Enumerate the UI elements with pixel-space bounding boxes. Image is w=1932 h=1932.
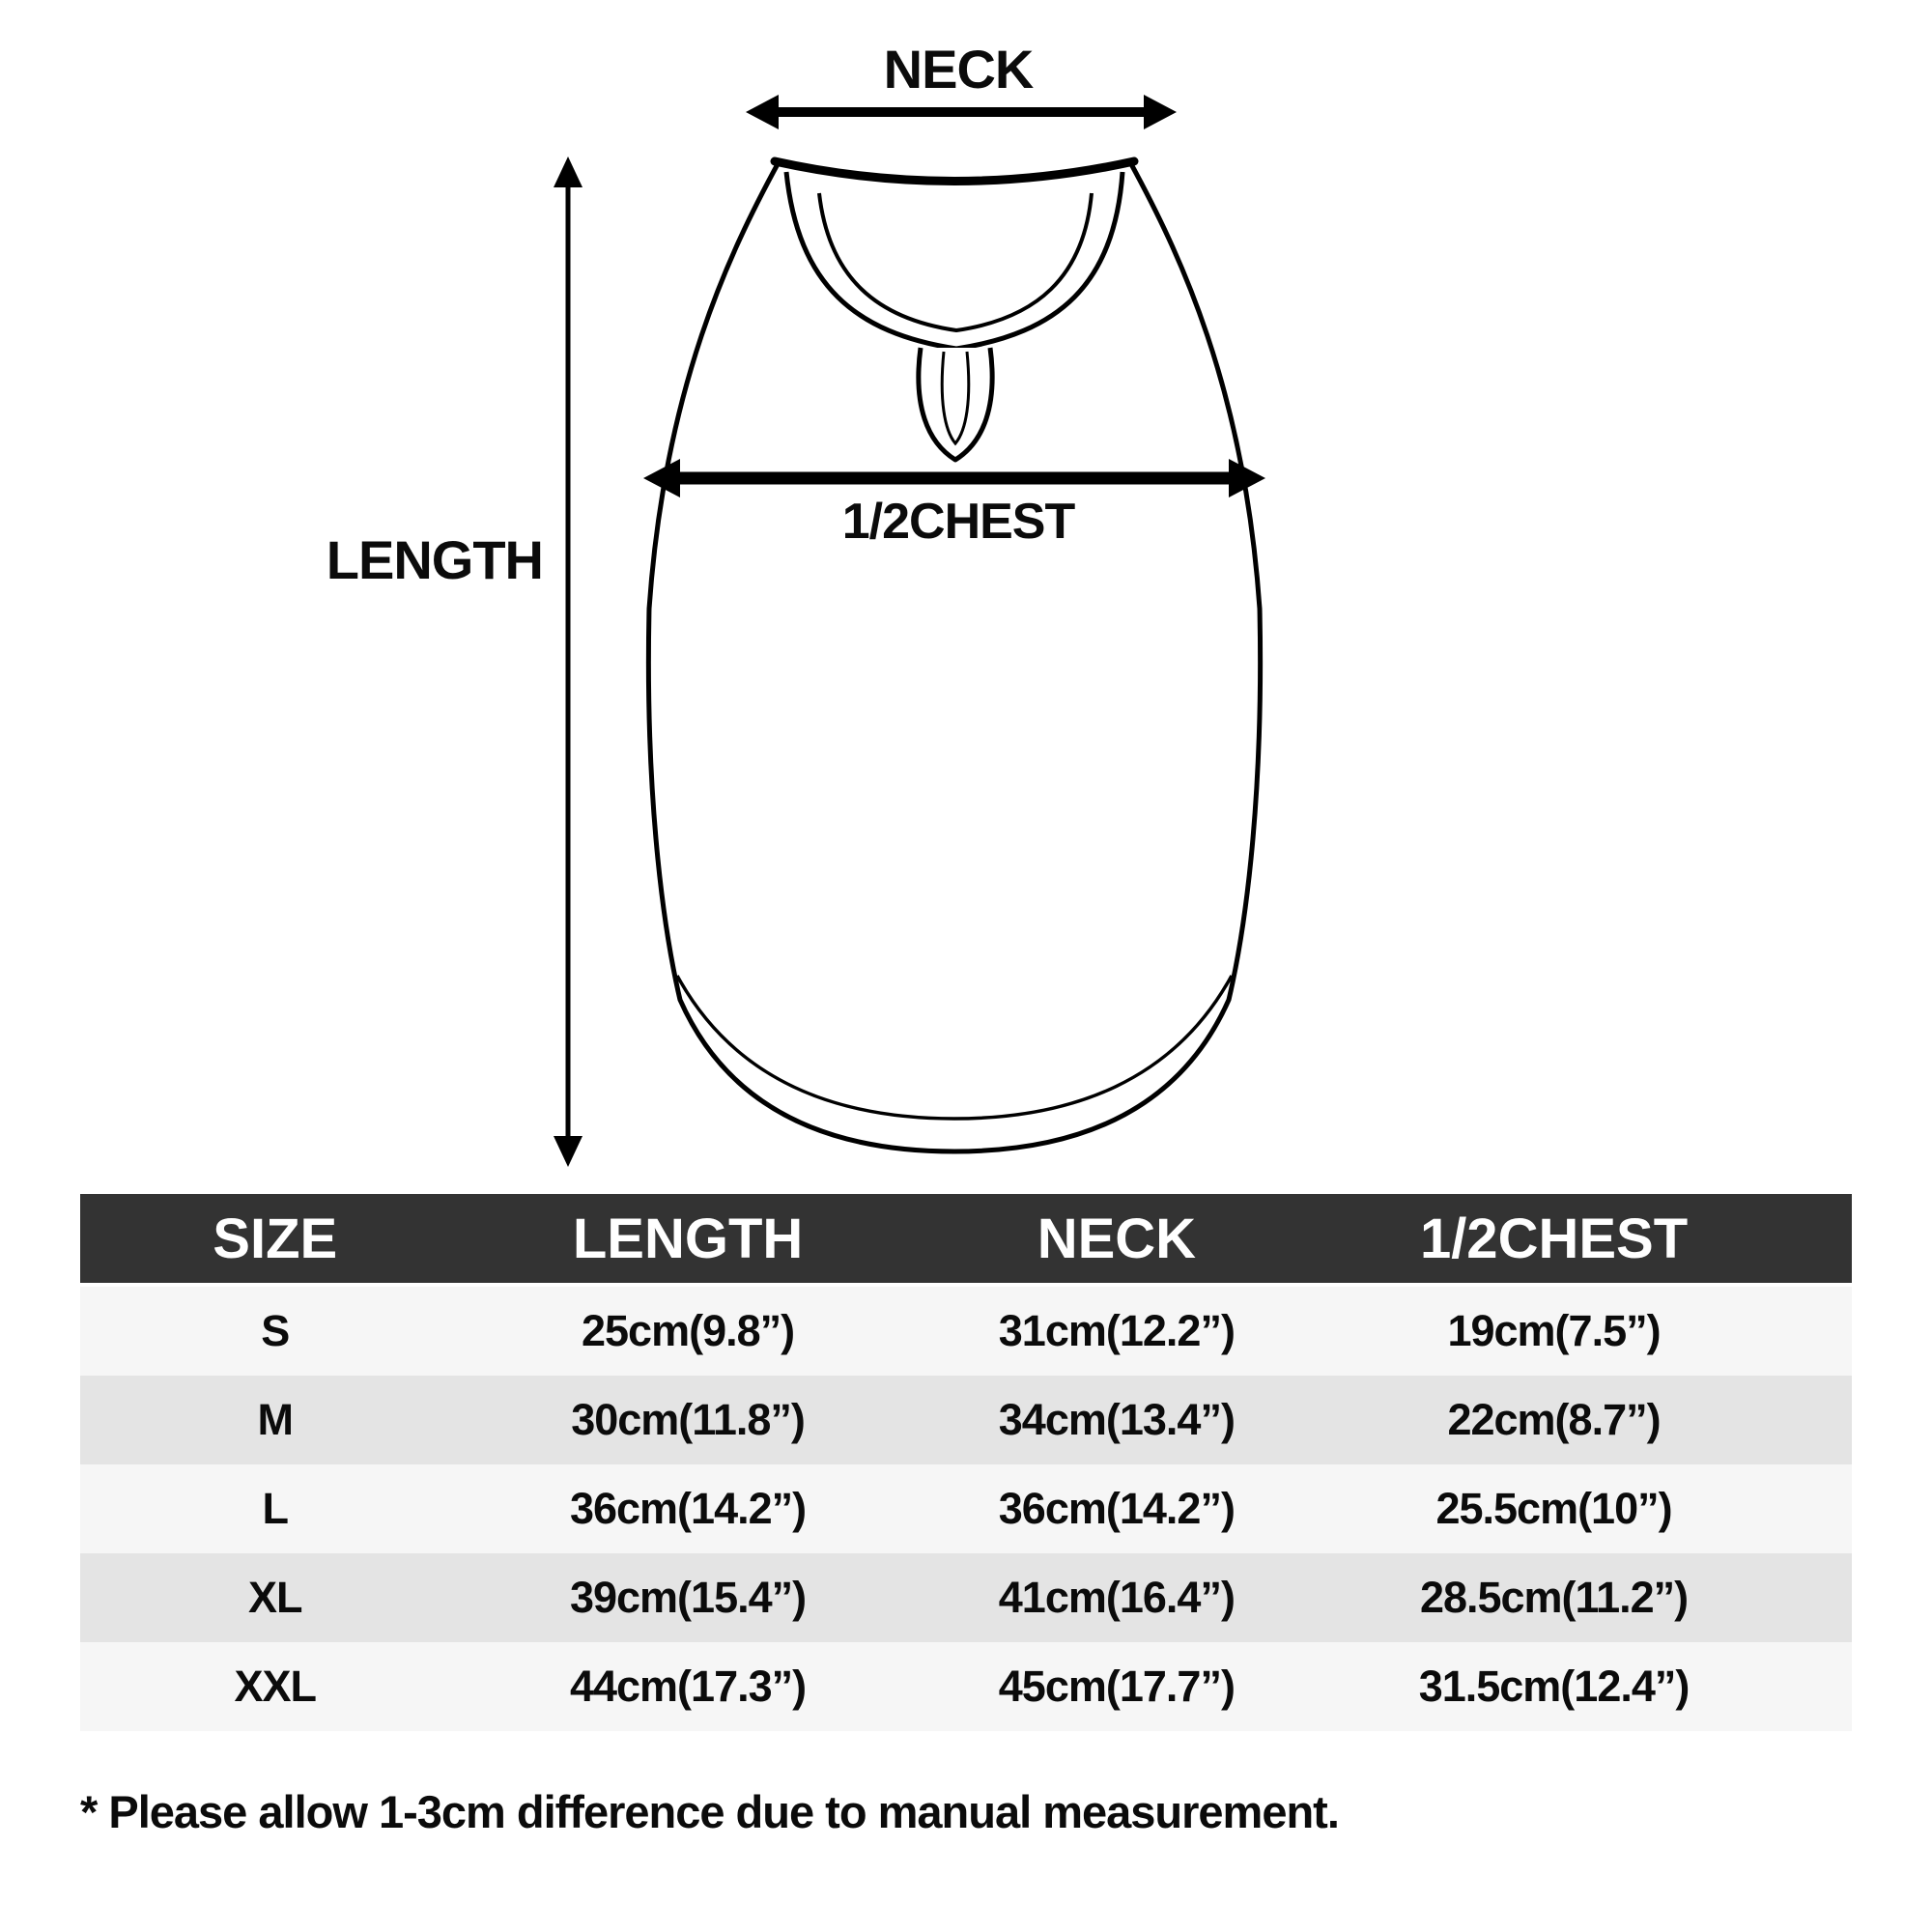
size-cell: XXL <box>234 1662 316 1711</box>
neck-cell: 41cm(16.4”) <box>998 1573 1235 1622</box>
header-cell-size: SIZE <box>213 1207 338 1270</box>
table-row-m <box>80 1376 1852 1464</box>
chest-cell: 22cm(8.7”) <box>1447 1395 1661 1444</box>
size-cell: S <box>261 1306 290 1355</box>
chest-cell: 19cm(7.5”) <box>1447 1306 1661 1355</box>
table-row-s <box>80 1287 1852 1376</box>
table-row-xl <box>80 1553 1852 1642</box>
neck-cell: 31cm(12.2”) <box>998 1306 1235 1355</box>
size-cell: L <box>262 1484 288 1533</box>
size-cell: M <box>257 1395 293 1444</box>
neck-measure-arrow <box>746 95 1177 129</box>
table-row-l <box>80 1464 1852 1553</box>
length-cell: 30cm(11.8”) <box>571 1395 805 1444</box>
length-cell: 44cm(17.3”) <box>569 1662 807 1711</box>
size-cell: XL <box>247 1573 302 1622</box>
chest-cell: 31.5cm(12.4”) <box>1418 1662 1690 1711</box>
header-cell-length: LENGTH <box>572 1207 804 1270</box>
length-cell: 25cm(9.8”) <box>581 1306 795 1355</box>
table-header-row <box>80 1194 1852 1287</box>
chest-cell: 28.5cm(11.2”) <box>1419 1573 1689 1622</box>
chest-label: 1/2CHEST <box>841 494 1075 550</box>
table-row-xxl <box>80 1642 1852 1731</box>
size-table <box>80 1194 1852 1731</box>
garment-body-outline <box>648 162 1260 1151</box>
length-label: LENGTH <box>326 529 543 590</box>
length-cell: 36cm(14.2”) <box>569 1484 807 1533</box>
chest-cell: 25.5cm(10”) <box>1435 1484 1672 1533</box>
neck-label: NECK <box>883 39 1034 99</box>
neck-cell: 36cm(14.2”) <box>998 1484 1235 1533</box>
measurement-disclaimer: * Please allow 1-3cm difference due to manual measurement. <box>80 1786 1339 1837</box>
neck-cell: 45cm(17.7”) <box>998 1662 1235 1711</box>
length-measure-arrow <box>554 156 582 1167</box>
length-cell: 39cm(15.4”) <box>569 1573 807 1622</box>
header-cell-chest: 1/2CHEST <box>1419 1207 1689 1270</box>
neck-cell: 34cm(13.4”) <box>998 1395 1235 1444</box>
header-cell-neck: NECK <box>1037 1207 1197 1270</box>
